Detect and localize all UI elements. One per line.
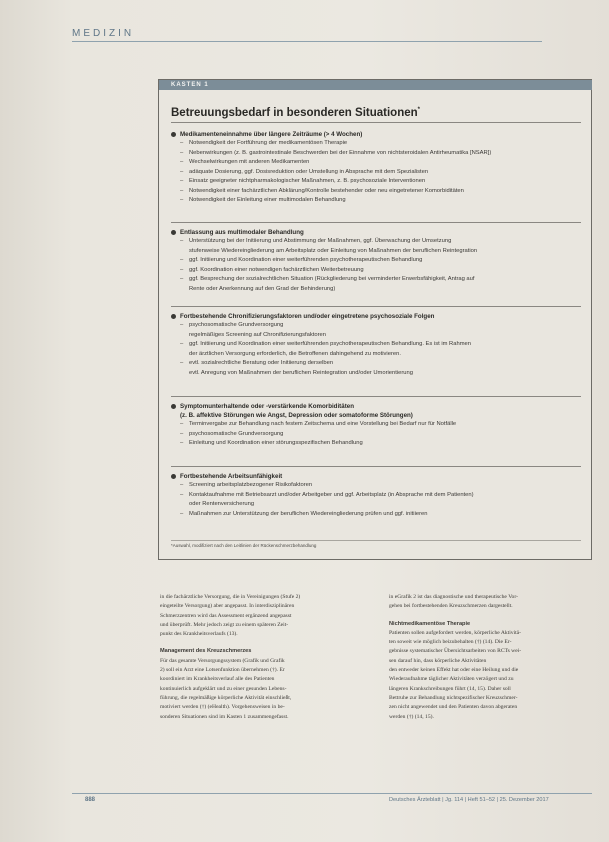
- box-section: [171, 130, 581, 206]
- bullet-icon: [171, 474, 176, 479]
- box-title: [171, 107, 420, 119]
- list-item: Rente oder Anerkennung auf den Grad der Behinderung): [189, 285, 336, 292]
- list-item: – Maßnahmen zur Unterstützung der beruflichen Wiedereingliederung prüfen und ggf. initiieren: [171, 510, 581, 520]
- list-item: – evtl. sozialrechtliche Beratung oder Initiierung derselben: [171, 359, 581, 369]
- body-line: sen darauf hin, dass körperliche Aktivitäten: [389, 657, 487, 664]
- title-rule: [171, 122, 581, 123]
- list-item: – psychosomatische Grundversorgung: [171, 430, 581, 440]
- body-line: eingeteilte Versorgung) aber angepasst. In interdisziplinären: [160, 603, 295, 610]
- bullet-icon: [171, 230, 176, 235]
- box-section: [171, 312, 581, 378]
- list-item: – Einsatz geeigneter nichtpharmakologischer Maßnahmen, z. B. psychosoziale Interventionen: [171, 177, 581, 187]
- section-heading: [171, 472, 581, 481]
- list-item: regelmäßiges Screening auf Chronifizierungsfaktoren: [189, 331, 326, 338]
- body-line: und überprüft. Mehr jedoch zeigt zu einem späteren Zeit-: [160, 621, 289, 628]
- list-item: der ärztlichen Versorgung erforderlich, die Betroffenen dahingehend zu motivieren.: [189, 350, 401, 357]
- info-box: [158, 79, 592, 560]
- journal-citation: Deutsches Ärzteblatt | Jg. 114 | Heft 51–52 | 25. Dezember 2017: [389, 797, 549, 803]
- box-tab: KASTEN 1: [159, 80, 592, 90]
- section-subheading: (z. B. affektive Störungen wie Angst, Depression oder somatoforme Störungen): [180, 412, 413, 419]
- body-line: in die fachärztliche Versorgung, die in Vereinigungen (Stufe 2): [160, 594, 301, 600]
- section-heading-text: Entlassung aus multimodaler Behandlung: [180, 229, 304, 236]
- list-item: stufenweise Wiedereingliederung am Arbeitsplatz oder Einleitung von Maßnahmen der beruflichen Reintegration: [189, 247, 478, 254]
- body-line: zen nicht angewendet und den Patienten davon abgeraten: [389, 704, 518, 711]
- body-line: sonderen Situationen sind im Kasten 1 zusammengefasst.: [160, 713, 289, 720]
- section-heading-text: Fortbestehende Chronifizierungsfaktoren und/oder eingetretene psychosoziale Folgen: [180, 313, 435, 320]
- list-item: – ggf. Besprechung der sozialrechtlichen Situation (Rückgliederung bei verminderter Erwerbsfähigkeit, Antrag auf: [171, 275, 581, 285]
- section-divider: [171, 396, 581, 397]
- section-heading: [171, 228, 581, 237]
- body-line: gehen bei fortbestehenden Kreuzschmerzen dargestellt.: [389, 603, 513, 610]
- section-heading-text: Medikamenteneinnahme über längere Zeiträume (> 4 Wochen): [180, 131, 363, 138]
- section-divider: [171, 306, 581, 307]
- list-item: – Notwendigkeit einer fachärztlichen Abklärung/Kontrolle bestehender oder neu eingetretener Komorbiditäten: [171, 187, 581, 197]
- list-item: – ggf. Koordination einer notwendigen fachärztlichen Weiterbetreuung: [171, 266, 581, 276]
- list-item: – Screening arbeitsplatzbezogener Risikofaktoren: [171, 481, 581, 491]
- list-item: – Notwendigkeit der Fortführung der medikamentösen Therapie: [171, 139, 581, 149]
- box-section: [171, 472, 581, 519]
- body-column-left: [160, 593, 356, 722]
- subheading: Management des Kreuzschmerzes: [160, 648, 252, 655]
- list-item: – psychosomatische Grundversorgung: [171, 321, 581, 331]
- body-line: längeren Krankschreibungen führt (14, 15). Daher soll: [389, 685, 511, 692]
- list-item: – Wechselwirkungen mit anderen Medikamenten: [171, 158, 581, 168]
- list-item: – Notwendigkeit der Einleitung einer multimodalen Behandlung: [171, 196, 581, 206]
- list-item: – Kontaktaufnahme mit Betriebsarzt und/oder Arbeitgeber und ggf. Arbeitsplatz (in Absprache mit dem Patienten): [171, 491, 581, 501]
- body-line: motiviert werden (†) (eHealth). Vorgehensweisen in be-: [160, 704, 285, 711]
- list-item: – adäquate Dosierung, ggf. Dosisreduktion oder Umstellung in Absprache mit dem Spezialisten: [171, 168, 581, 178]
- section-divider: [171, 466, 581, 467]
- section-heading: [171, 130, 581, 139]
- box-title-footnote-mark: *: [417, 107, 420, 114]
- body-line: 2) soll ein Arzt eine Lotsenfunktion übernehmen (†). Er: [160, 667, 285, 674]
- footer-rule: [72, 793, 592, 794]
- body-line: Für das gesamte Versorgungssystem (Grafik und Grafik: [160, 657, 285, 664]
- section-label: MEDIZIN: [72, 28, 135, 39]
- section-heading: [171, 402, 581, 411]
- subheading: Nichtmedikamentöse Therapie: [389, 620, 471, 627]
- list-item: – Einleitung und Koordination einer störungsspezifischen Behandlung: [171, 439, 581, 449]
- list-item: – Nebenwirkungen (z. B. gastrointestinale Beschwerden bei der Einnahme von nichtsteroidalen Antirheumatika [NSAR]): [171, 149, 581, 159]
- box-title-text: Betreuungsbedarf in besonderen Situationen: [171, 107, 418, 119]
- list-item: – Unterstützung bei der Initiierung und Abstimmung der Maßnahmen, ggf. Überwachung der Umsetzung: [171, 237, 581, 247]
- body-line: werden (†) (14, 15).: [389, 713, 434, 720]
- body-line: in eGrafik 2 ist das diagnostische und therapeutische Vor-: [389, 594, 518, 600]
- bullet-icon: [171, 132, 176, 137]
- body-line: den entweder keinen Effekt hat oder eine Heilung und die: [389, 667, 519, 674]
- section-heading-text: Symptomunterhaltende oder -verstärkende Komorbiditäten: [180, 403, 354, 410]
- list-item: evtl. Anregung von Maßnahmen der beruflichen Reintegration und/oder Umorientierung: [189, 369, 413, 376]
- body-line: führung, die regelmäßige körperliche Aktivität einschließt,: [160, 694, 292, 701]
- section-heading: [171, 312, 581, 321]
- body-line: Bettruhe zur Behandlung nichtspezifischer Kreuzschmer-: [389, 694, 518, 701]
- body-line: kontinuierlich aufgeklärt und zu einer gesunden Lebens-: [160, 685, 287, 692]
- list-item: – ggf. Initiierung und Koordination einer weiterführenden psychotherapeutischen Behandlung. Es ist im Rahmen: [171, 340, 581, 350]
- body-line: punkt des Krankheitsverlaufs (13).: [160, 631, 238, 638]
- box-section: [171, 402, 581, 449]
- page-number: 888: [85, 797, 96, 803]
- list-item: – Terminvergabe zur Behandlung nach festem Zeitschema und eine Vorstellung bei Bedarf nur für Notfälle: [171, 420, 581, 430]
- box-section: [171, 228, 581, 294]
- section-divider: [171, 222, 581, 223]
- bullet-icon: [171, 404, 176, 409]
- body-line: Wiederaufnahme täglicher Aktivitäten verzögert und zu: [389, 676, 514, 683]
- body-line: koordiniert im Krankheitsverlauf alle des Patienten: [160, 676, 275, 683]
- section-heading-text: Fortbestehende Arbeitsunfähigkeit: [180, 473, 283, 480]
- bullet-icon: [171, 314, 176, 319]
- box-footnote: *Auswahl, modifiziert nach den Leitlinien der Rückenschmerzbehandlung: [171, 540, 581, 548]
- body-line: ten soweit wie möglich beizubehalten (†) (14). Die Er-: [389, 639, 512, 646]
- body-line: Patienten sollen aufgefordert werden, körperliche Aktivitä-: [389, 629, 522, 636]
- list-item: oder Rentenversicherung: [189, 501, 255, 507]
- header-rule: [72, 41, 542, 42]
- body-line: gebnisse systematischer Übersichtsarbeiten von RCTs wei-: [389, 648, 522, 655]
- body-line: Schmerzzentren wird das Assessment ergänzend angepasst: [160, 612, 292, 619]
- body-column-right: [389, 593, 585, 722]
- list-item: – ggf. Initiierung und Koordination einer weiterführenden psychotherapeutischen Behandlung: [171, 256, 581, 266]
